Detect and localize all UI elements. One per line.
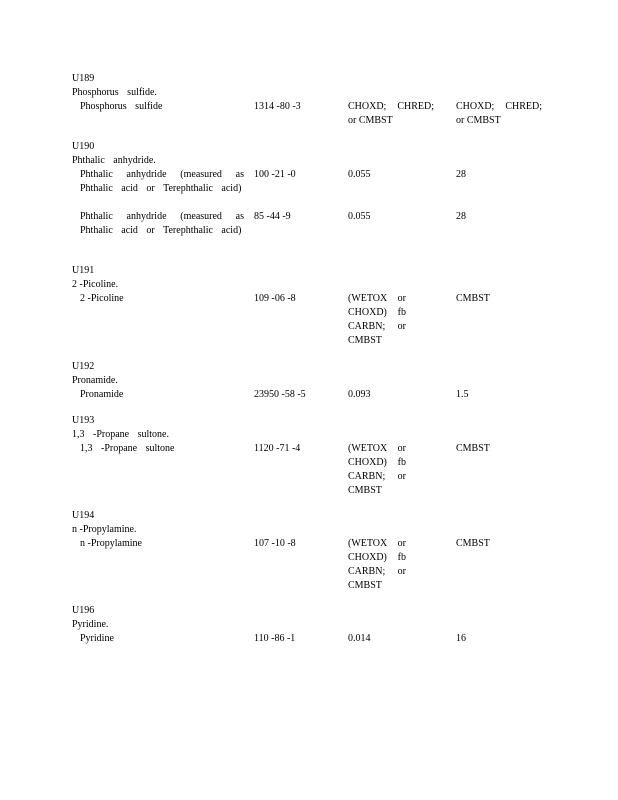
waste-code: U189	[72, 73, 95, 84]
wastewater-standard: 0.055	[348, 169, 371, 180]
waste-entry-u192	[72, 360, 469, 400]
cas-number: 23950 -58 -5	[254, 389, 306, 400]
wastewater-standard: 0.014	[348, 633, 371, 644]
cas-number: 110 -86 -1	[254, 633, 296, 644]
nonwastewater-standard: 1.5	[456, 389, 469, 400]
nonwastewater-standard: CMBST	[456, 293, 490, 304]
waste-code: U193	[72, 415, 95, 426]
waste-name: 1,3 -Propane sultone.	[72, 429, 169, 440]
constituent-name: Pyridine	[80, 633, 114, 644]
waste-entry-u196	[72, 604, 466, 644]
cas-number: 109 -06 -8	[254, 293, 296, 304]
nonwastewater-standard: 28	[456, 211, 466, 222]
constituent-name: 1,3 -Propane sultone	[80, 443, 175, 454]
cas-number: 85 -44 -9	[254, 211, 291, 222]
waste-entry-u189	[72, 72, 542, 126]
wastewater-standard: CHOXD; CHRED; or CMBST	[348, 101, 434, 126]
nonwastewater-standard: CMBST	[456, 538, 490, 549]
wastewater-standard: (WETOX or CHOXD) fb CARBN; or CMBST	[348, 538, 406, 591]
nonwastewater-standard: 16	[456, 633, 466, 644]
waste-code: U191	[72, 265, 95, 276]
waste-code: U196	[72, 605, 95, 616]
wastewater-standard: 0.093	[348, 389, 371, 400]
waste-entry-u190	[72, 140, 466, 236]
nonwastewater-standard: 28	[456, 169, 466, 180]
waste-name: Pyridine.	[72, 619, 109, 630]
constituent-name: Pronamide	[80, 389, 124, 400]
constituent-name: 2 -Picoline	[80, 293, 124, 304]
cas-number: 107 -10 -8	[254, 538, 296, 549]
constituent-name: n -Propylamine	[80, 538, 142, 549]
cas-number: 1314 -80 -3	[254, 101, 301, 112]
waste-code: U190	[72, 141, 95, 152]
nonwastewater-standard: CMBST	[456, 443, 490, 454]
cas-number: 1120 -71 -4	[254, 443, 301, 454]
waste-code: U192	[72, 361, 95, 372]
nonwastewater-standard: CHOXD; CHRED; or CMBST	[456, 101, 542, 126]
waste-name: Pronamide.	[72, 375, 118, 386]
wastewater-standard: 0.055	[348, 211, 371, 222]
waste-name: n -Propylamine.	[72, 524, 137, 535]
wastewater-standard: (WETOX or CHOXD) fb CARBN; or CMBST	[348, 293, 406, 346]
waste-entry-u194	[72, 509, 490, 591]
constituent-name: Phthalic anhydride (measured as Phthalic acid or Terephthalic acid)	[80, 211, 244, 236]
waste-entry-u193	[72, 414, 490, 496]
constituent-name: Phosphorus sulfide	[80, 101, 163, 112]
waste-name: Phthalic anhydride.	[72, 155, 156, 166]
wastewater-standard: (WETOX or CHOXD) fb CARBN; or CMBST	[348, 443, 406, 496]
waste-name: Phosphorus sulfide.	[72, 87, 157, 98]
waste-code: U194	[72, 510, 95, 521]
waste-entry-u191	[72, 264, 490, 346]
constituent-name: Phthalic anhydride (measured as Phthalic acid or Terephthalic acid)	[80, 169, 244, 194]
waste-name: 2 -Picoline.	[72, 279, 119, 290]
cas-number: 100 -21 -0	[254, 169, 296, 180]
